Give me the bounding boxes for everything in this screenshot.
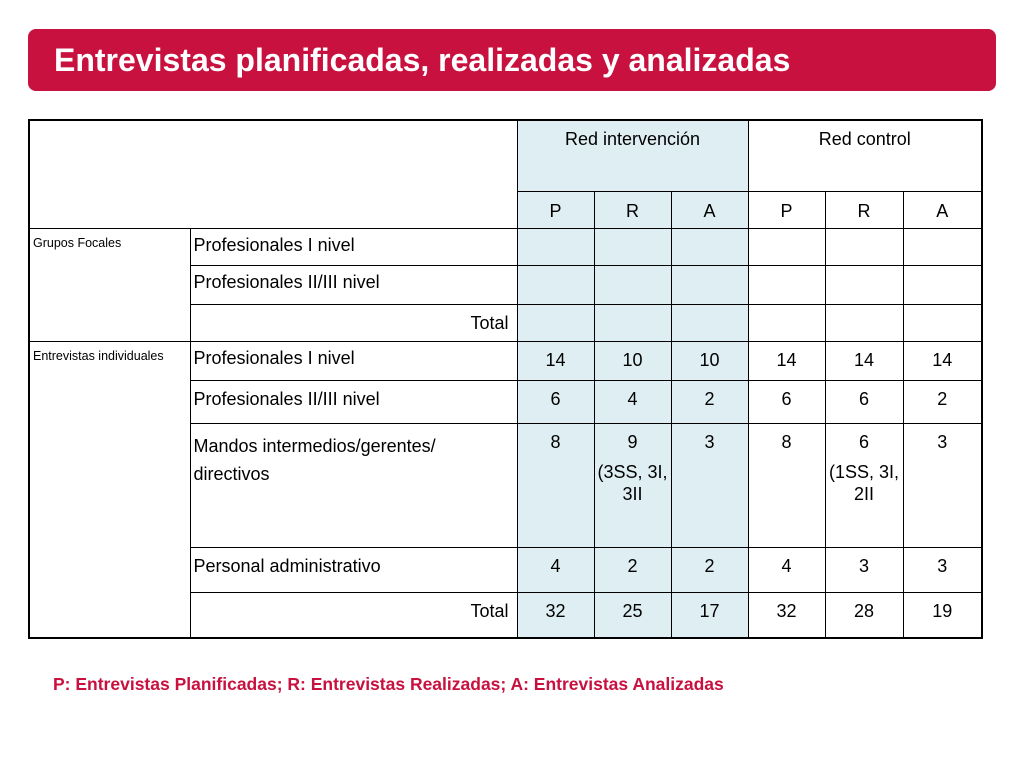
table-row xyxy=(29,341,982,380)
row-label: Profesionales I nivel xyxy=(190,341,517,380)
data-cell: 4 xyxy=(517,547,594,592)
data-cell xyxy=(903,265,982,304)
total-cell: 25 xyxy=(594,592,671,638)
data-cell xyxy=(903,304,982,341)
data-cell: 14 xyxy=(517,341,594,380)
data-cell xyxy=(748,228,825,265)
row-label: Profesionales II/III nivel xyxy=(190,380,517,423)
data-cell: 4 xyxy=(594,380,671,423)
data-cell xyxy=(671,265,748,304)
subheader-cell: R xyxy=(825,191,903,228)
slide-title: Entrevistas planificadas, realizadas y analizadas xyxy=(54,41,791,78)
row-label-line2: directivos xyxy=(193,464,270,485)
header-red-control: Red control xyxy=(748,120,982,191)
data-cell: 6 xyxy=(748,380,825,423)
data-cell: 2 xyxy=(903,380,982,423)
data-cell xyxy=(748,265,825,304)
data-cell: 4 xyxy=(748,547,825,592)
data-cell xyxy=(594,228,671,265)
data-cell: 3 xyxy=(903,547,982,592)
subheader-cell: A xyxy=(903,191,982,228)
data-cell xyxy=(517,265,594,304)
data-cell: 14 xyxy=(825,341,903,380)
interviews-table xyxy=(28,119,983,639)
data-cell xyxy=(825,265,903,304)
data-cell: 6 xyxy=(517,380,594,423)
data-cell: 14 xyxy=(748,341,825,380)
subheader-cell: P xyxy=(748,191,825,228)
data-cell xyxy=(594,423,671,547)
subheader-cell: R xyxy=(594,191,671,228)
data-cell: 8 xyxy=(517,423,594,547)
data-cell xyxy=(825,228,903,265)
total-cell: 17 xyxy=(671,592,748,638)
data-cell: 3 xyxy=(825,547,903,592)
data-cell xyxy=(825,304,903,341)
total-cell: 32 xyxy=(517,592,594,638)
data-cell xyxy=(594,265,671,304)
data-cell: 2 xyxy=(671,380,748,423)
row-label xyxy=(190,423,517,547)
data-cell xyxy=(903,228,982,265)
data-cell xyxy=(517,304,594,341)
data-cell: 8 xyxy=(748,423,825,547)
data-cell xyxy=(748,304,825,341)
subheader-cell: P xyxy=(517,191,594,228)
table-row xyxy=(29,228,982,265)
total-cell: 32 xyxy=(748,592,825,638)
data-cell: 3 xyxy=(671,423,748,547)
data-cell xyxy=(517,228,594,265)
subheader-cell: A xyxy=(671,191,748,228)
data-cell: 2 xyxy=(671,547,748,592)
data-cell xyxy=(594,304,671,341)
data-cell: 3 xyxy=(903,423,982,547)
total-label: Total xyxy=(190,592,517,638)
row-label-line1: Mandos intermedios/gerentes/ xyxy=(193,435,436,456)
data-cell: 2 xyxy=(594,547,671,592)
section-label-focus-groups: Grupos Focales xyxy=(29,228,190,341)
title-bar xyxy=(28,29,996,91)
row-label: Personal administrativo xyxy=(190,547,517,592)
total-cell: 19 xyxy=(903,592,982,638)
data-cell xyxy=(671,228,748,265)
value: 6 xyxy=(859,431,870,452)
row-label: Profesionales I nivel xyxy=(190,228,517,265)
legend-footnote: P: Entrevistas Planificadas; R: Entrevistas Realizadas; A: Entrevistas Analizadas xyxy=(53,674,724,694)
breakdown-note: (1SS, 3I, 2II xyxy=(829,461,900,504)
row-label: Profesionales II/III nivel xyxy=(190,265,517,304)
total-label: Total xyxy=(190,304,517,341)
total-cell: 28 xyxy=(825,592,903,638)
header-red-intervencion: Red intervención xyxy=(517,120,748,191)
data-cell xyxy=(825,423,903,547)
data-cell: 6 xyxy=(825,380,903,423)
data-cell: 10 xyxy=(671,341,748,380)
data-cell: 10 xyxy=(594,341,671,380)
corner-cell xyxy=(29,120,517,228)
data-cell: 14 xyxy=(903,341,982,380)
section-label-interviews: Entrevistas individuales xyxy=(29,341,190,638)
breakdown-note: (3SS, 3I, 3II xyxy=(597,461,668,504)
data-cell xyxy=(671,304,748,341)
value: 9 xyxy=(627,431,638,452)
group-header-row xyxy=(29,120,982,191)
